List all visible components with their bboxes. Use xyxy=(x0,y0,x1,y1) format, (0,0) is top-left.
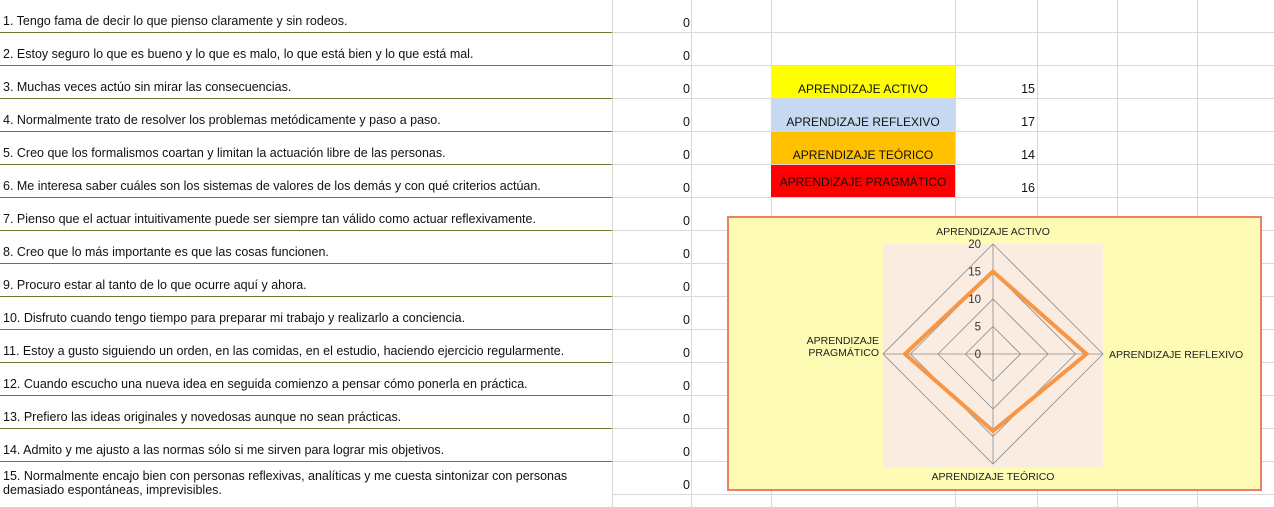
question-row[interactable] xyxy=(0,0,612,33)
summary-score-pragmatico[interactable]: 16 xyxy=(1021,181,1035,195)
row-divider xyxy=(612,494,1274,495)
data-point xyxy=(904,353,907,356)
summary-label-text: APRENDIZAJE ACTIVO xyxy=(797,82,929,96)
answer-value[interactable]: 0 xyxy=(683,181,690,195)
question-row[interactable] xyxy=(0,363,612,396)
question-row[interactable] xyxy=(0,429,612,462)
category-label: APRENDIZAJE xyxy=(806,335,879,347)
question-row[interactable] xyxy=(0,462,612,507)
category-label: APRENDIZAJE TEÓRICO xyxy=(931,471,1055,483)
answer-value[interactable]: 0 xyxy=(683,478,690,492)
answer-value[interactable]: 0 xyxy=(683,379,690,393)
summary-label-teorico[interactable] xyxy=(771,132,955,164)
summary-label-pragmatico[interactable] xyxy=(771,165,955,197)
question-row[interactable] xyxy=(0,33,612,66)
summary-score-activo[interactable]: 15 xyxy=(1021,82,1035,96)
radar-chart-svg xyxy=(729,218,1260,489)
answer-value[interactable]: 0 xyxy=(683,82,690,96)
question-text: 3. Muchas veces actúo sin mirar las consecuencias. xyxy=(3,80,292,94)
question-row[interactable] xyxy=(0,297,612,330)
column-divider xyxy=(691,0,692,507)
tick-label: 0 xyxy=(974,349,981,361)
answer-value[interactable]: 0 xyxy=(683,115,690,129)
summary-label-text: APRENDIZAJE TEÓRICO xyxy=(792,148,934,162)
question-text: 5. Creo que los formalismos coartan y limitan la actuación libre de las personas. xyxy=(3,146,446,160)
question-text: 7. Pienso que el actuar intuitivamente puede ser siempre tan válido como actuar reflexivamente. xyxy=(3,212,536,226)
row-divider xyxy=(612,32,1274,33)
question-text: 2. Estoy seguro lo que es bueno y lo que es malo, lo que está bien y lo que está mal. xyxy=(3,47,474,61)
question-row[interactable] xyxy=(0,99,612,132)
column-divider xyxy=(612,0,613,507)
question-text: 10. Disfruto cuando tengo tiempo para preparar mi trabajo y realizarlo a conciencia. xyxy=(3,311,466,325)
answer-value[interactable]: 0 xyxy=(683,247,690,261)
question-row[interactable] xyxy=(0,66,612,99)
question-row[interactable] xyxy=(0,231,612,264)
question-text: 15. Normalmente encajo bien con personas reflexivas, analíticas y me cuesta sintonizar con personas demasiado espontáneas, imprevisibles. xyxy=(3,469,568,497)
question-row[interactable] xyxy=(0,264,612,297)
question-text: 13. Prefiero las ideas originales y novedosas aunque no sean prácticas. xyxy=(3,410,402,424)
question-text: 4. Normalmente trato de resolver los problemas metódicamente y paso a paso. xyxy=(3,113,441,127)
answer-value[interactable]: 0 xyxy=(683,412,690,426)
category-label: APRENDIZAJE REFLEXIVO xyxy=(1109,349,1244,361)
question-row[interactable] xyxy=(0,132,612,165)
question-text: 12. Cuando escucho una nueva idea en seguida comienzo a pensar cómo ponerla en práctica. xyxy=(3,377,528,391)
category-label: APRENDIZAJE ACTIVO xyxy=(936,226,1050,238)
answer-value[interactable]: 0 xyxy=(683,148,690,162)
tick-label: 5 xyxy=(974,321,981,334)
category-label: PRAGMÁTICO xyxy=(808,347,879,359)
summary-score-reflexivo[interactable]: 17 xyxy=(1021,115,1035,129)
data-point xyxy=(992,430,995,433)
answer-value[interactable]: 0 xyxy=(683,313,690,327)
data-point xyxy=(992,270,995,273)
question-row[interactable] xyxy=(0,198,612,231)
row-divider xyxy=(612,197,1274,198)
summary-label-activo[interactable] xyxy=(771,66,955,98)
answer-value[interactable]: 0 xyxy=(683,214,690,228)
question-text: 11. Estoy a gusto siguiendo un orden, en las comidas, en el estudio, haciendo ejercicio regularmente. xyxy=(3,344,565,358)
question-text: 9. Procuro estar al tanto de lo que ocurre aquí y ahora. xyxy=(3,278,307,292)
question-text: 8. Creo que lo más importante es que las cosas funcionen. xyxy=(3,245,329,259)
question-text: 14. Admito y me ajusto a las normas sólo si me sirven para lograr mis objetivos. xyxy=(3,443,445,457)
answer-value[interactable]: 0 xyxy=(683,49,690,63)
answer-value[interactable]: 0 xyxy=(683,280,690,294)
summary-label-reflexivo[interactable] xyxy=(771,99,955,131)
answer-value[interactable]: 0 xyxy=(683,346,690,360)
tick-label: 15 xyxy=(968,266,981,279)
answer-value[interactable]: 0 xyxy=(683,445,690,459)
data-point xyxy=(1085,353,1088,356)
question-row[interactable] xyxy=(0,396,612,429)
tick-label: 10 xyxy=(968,294,981,306)
answer-value[interactable]: 0 xyxy=(683,16,690,30)
question-text: 6. Me interesa saber cuáles son los sistemas de valores de los demás y con qué criterios actúan. xyxy=(3,179,541,193)
question-text: 1. Tengo fama de decir lo que pienso claramente y sin rodeos. xyxy=(3,14,348,28)
question-row[interactable] xyxy=(0,330,612,363)
summary-label-text: APRENDIZAJE PRAGMÁTICO xyxy=(779,175,947,189)
summary-label-text: APRENDIZAJE REFLEXIVO xyxy=(786,115,940,129)
tick-label: 20 xyxy=(968,239,981,251)
radar-chart[interactable] xyxy=(727,216,1262,491)
question-row[interactable] xyxy=(0,165,612,198)
summary-score-teorico[interactable]: 14 xyxy=(1021,148,1035,162)
